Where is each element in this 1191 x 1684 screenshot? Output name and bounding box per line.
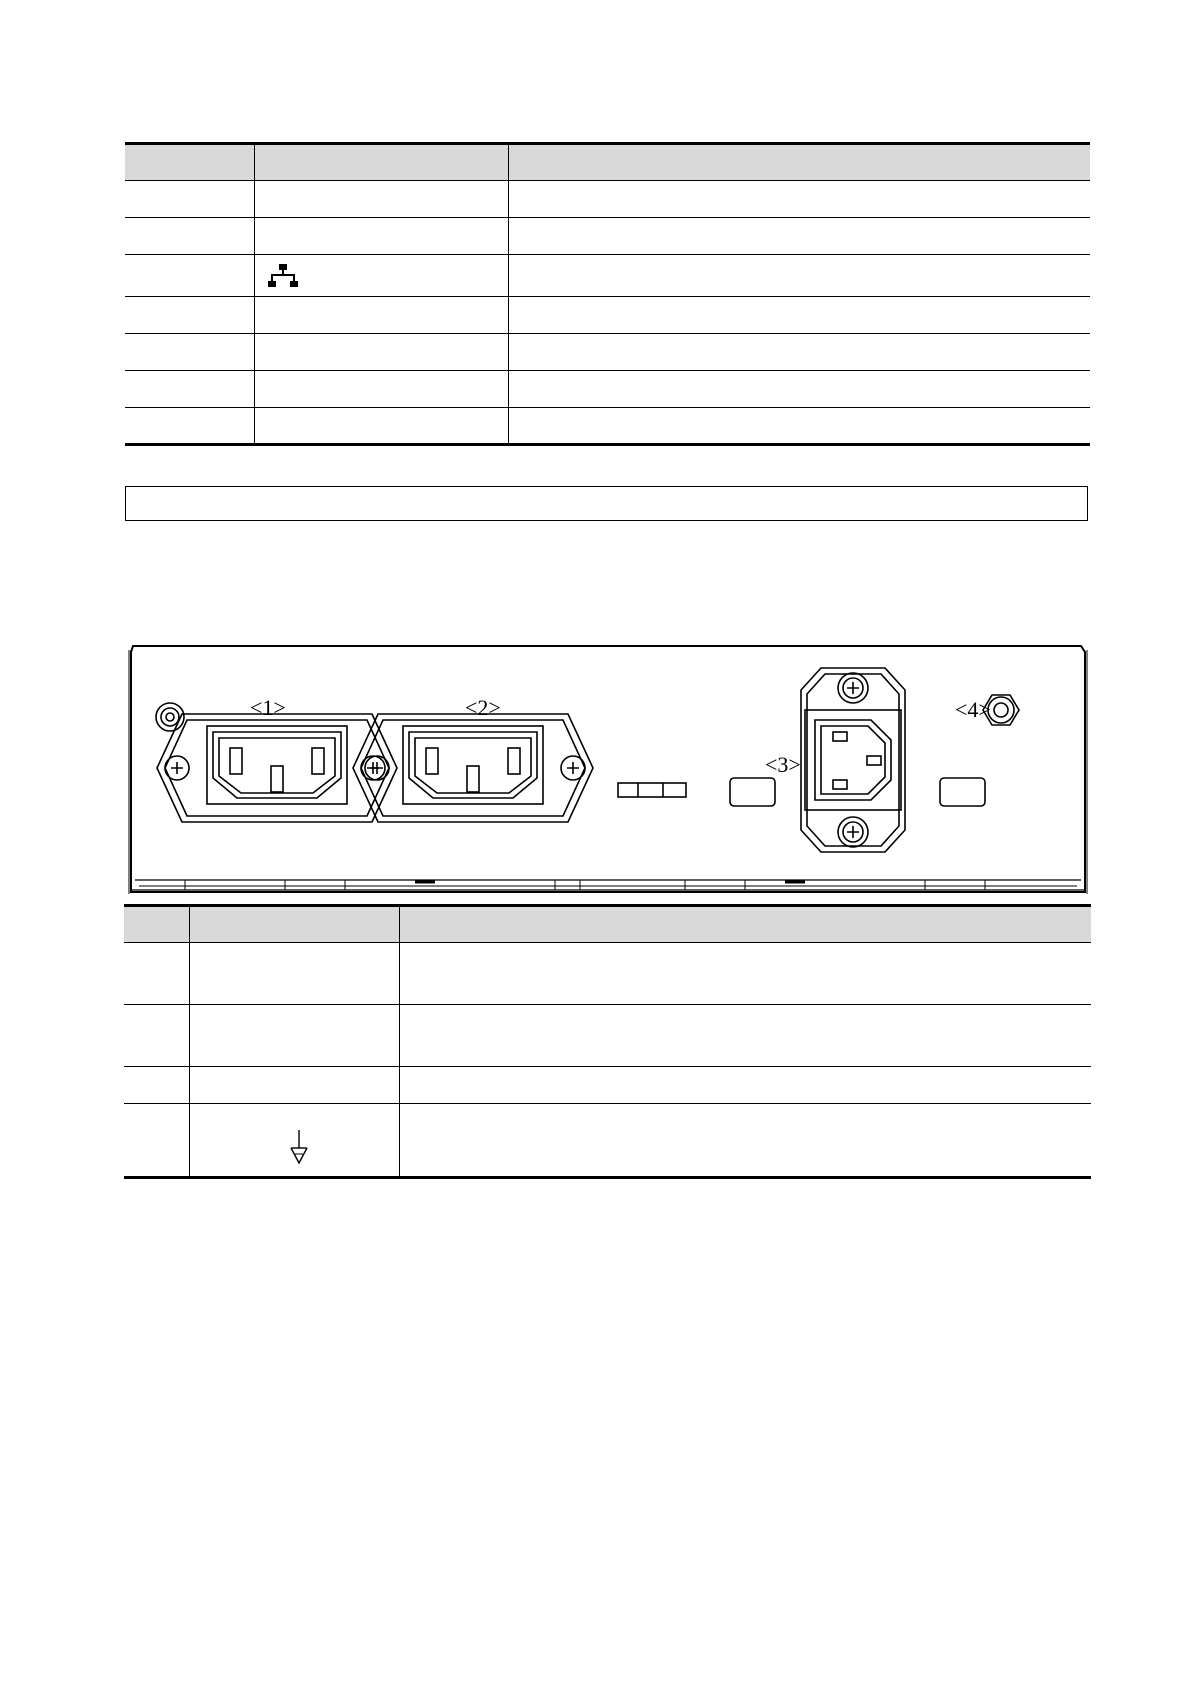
top-table-row [125, 297, 1090, 334]
bottom-table-cell [399, 943, 1091, 1005]
top-table-header-row [125, 144, 1090, 181]
top-table-row [125, 334, 1090, 371]
port-label-3: <3> [765, 752, 801, 777]
bottom-table-cell [399, 1067, 1091, 1104]
top-table-cell [508, 218, 1090, 255]
port-label-1: <1> [250, 695, 286, 720]
top-table-row [125, 408, 1090, 445]
top-table-header-cell [125, 144, 254, 181]
fuse-strip [618, 783, 686, 797]
top-table-cell [508, 371, 1090, 408]
top-table-row [125, 218, 1090, 255]
top-table-row [125, 181, 1090, 218]
top-table-cell [508, 181, 1090, 218]
top-table-cell [254, 371, 508, 408]
bottom-table-header-row [124, 906, 1091, 943]
bottom-table-cell [189, 943, 399, 1005]
note-box [125, 486, 1088, 521]
top-table-cell [254, 255, 508, 297]
top-table-cell [508, 408, 1090, 445]
equipotential-ground-icon [288, 1130, 310, 1166]
bottom-table-row [124, 1005, 1091, 1067]
bottom-table-cell [189, 1067, 399, 1104]
bottom-table [124, 904, 1091, 1179]
port-label-4: <4> [955, 697, 991, 722]
bottom-table-cell [124, 1005, 189, 1067]
top-table-cell [254, 297, 508, 334]
top-table-header-cell [508, 144, 1090, 181]
network-icon [265, 263, 301, 289]
bottom-table-row [124, 943, 1091, 1005]
bottom-table-row [124, 1104, 1091, 1178]
top-table-row [125, 255, 1090, 297]
top-table-cell [254, 334, 508, 371]
bottom-table-header-cell [124, 906, 189, 943]
bottom-table-cell [399, 1005, 1091, 1067]
top-table-cell [254, 218, 508, 255]
bottom-table-row [124, 1067, 1091, 1104]
slot-left [730, 778, 775, 806]
bottom-table-cell [124, 1104, 189, 1178]
top-table-cell [508, 255, 1090, 297]
top-table-cell [125, 297, 254, 334]
inlet-3-drawing [801, 668, 905, 852]
top-table-cell [254, 408, 508, 445]
bottom-table-header-cell [189, 906, 399, 943]
top-table-cell [125, 255, 254, 297]
top-table-cell [125, 408, 254, 445]
panel-outline [131, 646, 1085, 892]
top-table-cell [508, 297, 1090, 334]
slot-right [940, 778, 985, 806]
top-table-cell [125, 371, 254, 408]
top-table-cell [125, 181, 254, 218]
top-table-cell [508, 334, 1090, 371]
top-table-row [125, 371, 1090, 408]
bottom-table-cell [189, 1005, 399, 1067]
port-label-2: <2> [465, 695, 501, 720]
top-table-cell [125, 218, 254, 255]
top-table-header-cell [254, 144, 508, 181]
rear-panel-drawing [125, 640, 1091, 898]
top-table-cell [254, 181, 508, 218]
top-table-cell [125, 334, 254, 371]
bottom-table-cell [189, 1104, 399, 1178]
top-table [125, 142, 1090, 446]
bottom-table-cell [124, 1067, 189, 1104]
bottom-table-header-cell [399, 906, 1091, 943]
bottom-table-cell [399, 1104, 1091, 1178]
bottom-table-cell [124, 943, 189, 1005]
